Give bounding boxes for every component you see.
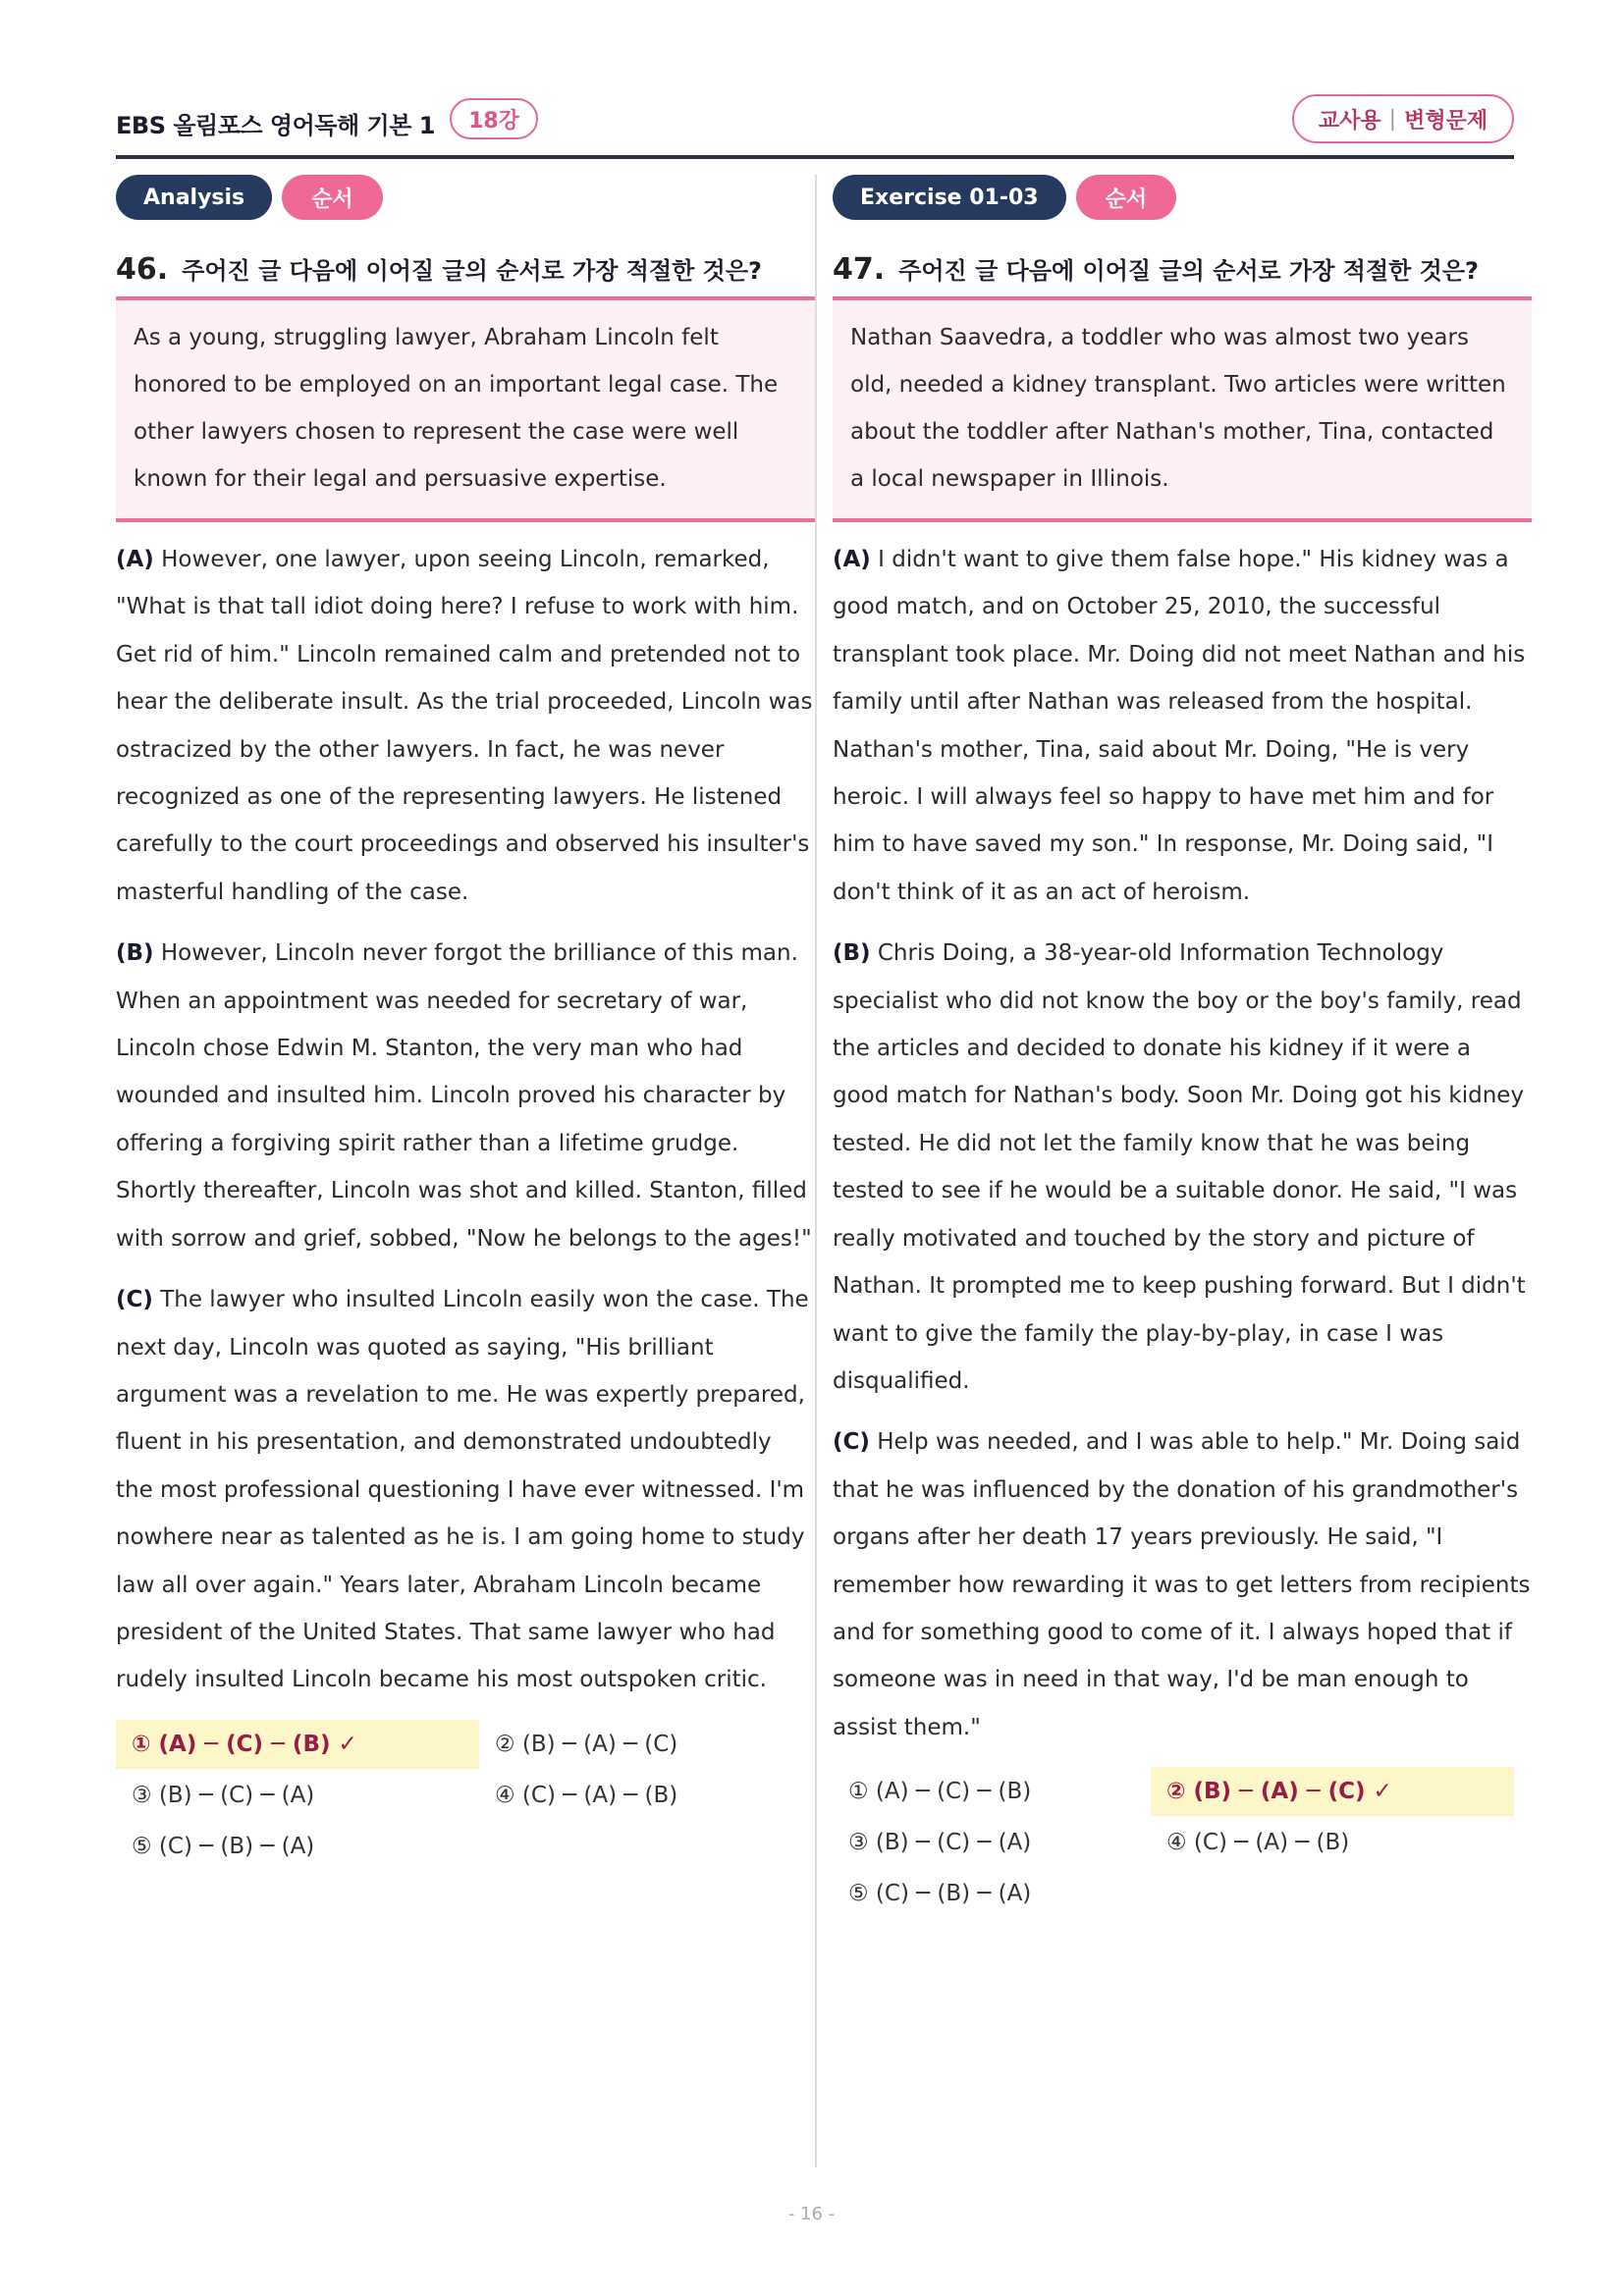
column-divider <box>815 175 817 2167</box>
answer-choices <box>116 1720 815 1877</box>
paragraph-text: However, one lawyer, upon seeing Lincoln, remarked, "What is that tall idiot doing here? I refuse to work with him. Get rid of him." Lincoln remained calm and pretended not to hear the deliberate insult. As the trial proceeded, Lincoln was ostracized by the other lawyers. In fact, he was never recognized as one of the representing lawyers. He listened carefully to the court proceedings and observed his insulter's masterful handling of the case. <box>116 547 813 905</box>
badge-separator: | <box>1388 106 1397 132</box>
choice-5[interactable]: ⑤ (C) ─ (B) ─ (A) <box>848 1881 1032 1907</box>
answer-choices <box>833 1767 1532 1924</box>
exercise-tag: Exercise 01-03 <box>833 175 1066 220</box>
question-title <box>833 253 1532 287</box>
lesson-badge: 18강 <box>450 98 538 139</box>
page-number: - 16 - <box>787 2204 836 2224</box>
choice-4[interactable]: ④ (C) ─ (A) ─ (B) <box>495 1782 678 1808</box>
teacher-edition-badge <box>1292 94 1514 143</box>
paragraph-label: (B) <box>116 940 154 967</box>
paragraph-text: Help was needed, and I was able to help." Mr. Doing said that he was influenced by the donation of his grandmother's organs after her death 17 years previously. He said, "I remember how rewarding it was to get letters from recipients and for something good to come of it. I always hoped that if someone was in need in that way, I'd be man enough to assist them." <box>833 1429 1531 1740</box>
header-rule <box>116 155 1514 159</box>
book-title: EBS 올림포스 영어독해 기본 1 <box>116 112 435 139</box>
question-number: 46. <box>116 252 169 287</box>
choice-5[interactable]: ⑤ (C) ─ (B) ─ (A) <box>132 1833 315 1859</box>
badge-variant-label: 변형문제 <box>1404 108 1488 133</box>
paragraph-a <box>116 536 815 916</box>
paragraph-text: I didn't want to give them false hope." His kidney was a good match, and on October 25, 2010, the successful transplant took place. Mr. Doing did not meet Nathan and his family until after Nathan was released from the hospital. Nathan's mother, Tina, said about Mr. Doing, "He is very heroic. I will always feel so happy to have met him and for him to have saved my son." In response, Mr. Doing said, "I don't think of it as an act of heroism. <box>833 547 1526 905</box>
paragraph-text: However, Lincoln never forgot the brilliance of this man. When an appointment was needed for secretary of war, Lincoln chose Edwin M. Stanton, the very man who had wounded and insulted him. Lincoln proved his character by offering a forgiving spirit rather than a lifetime grudge. Shortly thereafter, Lincoln was shot and killed. Stanton, filled with sorrow and grief, sobbed, "Now he belongs to the ages!" <box>116 940 812 1252</box>
paragraph-b <box>116 930 815 1262</box>
paragraph-c <box>116 1276 815 1704</box>
choice-1-correct[interactable]: ① (A) ─ (C) ─ (B) ✓ <box>116 1720 479 1769</box>
question-prompt: 주어진 글 다음에 이어질 글의 순서로 가장 적절한 것은? <box>182 257 762 285</box>
paragraph-label: (B) <box>833 940 871 967</box>
analysis-tag: Analysis <box>116 175 272 220</box>
choice-2-correct[interactable]: ② (B) ─ (A) ─ (C) ✓ <box>1151 1767 1514 1816</box>
given-passage: As a young, struggling lawyer, Abraham Lincoln felt honored to be employed on an important legal case. The other lawyers chosen to represent the case were well known for their legal and persuasive expertise. <box>116 296 815 522</box>
choice-2[interactable]: ② (B) ─ (A) ─ (C) <box>495 1731 678 1757</box>
paragraph-c <box>833 1418 1532 1751</box>
question-46-column <box>116 175 815 1877</box>
question-number: 47. <box>833 252 886 287</box>
badge-teacher-label: 교사용 <box>1318 108 1381 133</box>
paragraph-label: (A) <box>116 547 154 572</box>
paragraph-text: The lawyer who insulted Lincoln easily won the case. The next day, Lincoln was quoted as saying, "His brilliant argument was a revelation to me. He was expertly prepared, fluent in his presentation, and demonstrated undoubtedly the most professional questioning I have ever witnessed. I'm nowhere near as talented as he is. I am going home to study law all over again." Years later, Abraham Lincoln became president of the United States. That same lawyer who had rudely insulted Lincoln became his most outspoken critic. <box>116 1287 809 1693</box>
paragraph-label: (C) <box>116 1287 153 1313</box>
order-tag: 순서 <box>1076 175 1177 220</box>
paragraph-text: Chris Doing, a 38-year-old Information Technology specialist who did not know the boy or the boy's family, read the articles and decided to donate his kidney if it were a good match for Nathan's body. Soon Mr. Doing got his kidney tested. He did not let the family know that he was being tested to see if he would be a suitable donor. He said, "I was really motivated and touched by the story and picture of Nathan. It prompted me to keep pushing forward. But I didn't want to give the family the play-by-play, in case I was disqualified. <box>833 940 1526 1394</box>
paragraph-a <box>833 536 1532 916</box>
choice-3[interactable]: ③ (B) ─ (C) ─ (A) <box>848 1830 1032 1856</box>
choice-1[interactable]: ① (A) ─ (C) ─ (B) <box>848 1779 1032 1805</box>
choice-3[interactable]: ③ (B) ─ (C) ─ (A) <box>132 1782 315 1808</box>
page-header <box>116 94 1514 155</box>
order-tag: 순서 <box>282 175 383 220</box>
paragraph-label: (C) <box>833 1429 870 1456</box>
given-passage: Nathan Saavedra, a toddler who was almost two years old, needed a kidney transplant. Two articles were written about the toddler after Nathan's mother, Tina, contacted a local newspaper in Illinois. <box>833 296 1532 522</box>
paragraph-label: (A) <box>833 547 871 572</box>
choice-4[interactable]: ④ (C) ─ (A) ─ (B) <box>1166 1830 1350 1856</box>
question-47-column <box>833 175 1532 1924</box>
question-title <box>116 253 815 287</box>
paragraph-b <box>833 930 1532 1405</box>
question-prompt: 주어진 글 다음에 이어질 글의 순서로 가장 적절한 것은? <box>898 257 1479 285</box>
